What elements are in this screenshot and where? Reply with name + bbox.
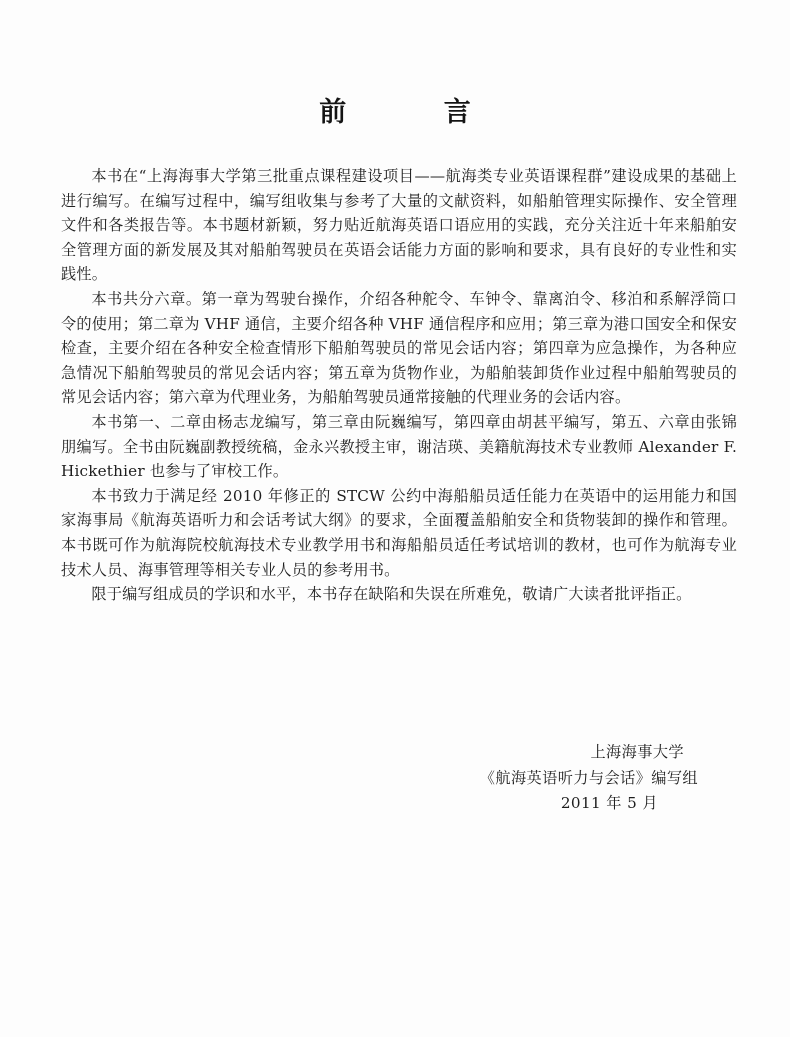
signature-block	[398, 740, 698, 817]
page-title: 前 言	[319, 97, 515, 128]
paragraph-5: 限于编写组成员的学识和水平，本书存在缺陷和失误在所难免，敬请广大读者批评指正。	[91, 585, 692, 604]
paragraph-4: 本书致力于满足经 2010 年修正的 STCW 公约中海船船员适任能力在英语中的运用能力和国家海事局《航海英语听力和会话考试大纲》的要求，全面覆盖船舶安全和货物装卸的操作和管理。本书既可作为航海院校航海技术专业教学用书和海船船员适任考试培训的教材，也可作为航海专业技术人员、海事管理等相关专业人员的参考用书。	[61, 486, 737, 579]
signature-organization: 上海海事大学	[590, 743, 684, 761]
paragraph-3: 本书第一、二章由杨志龙编写，第三章由阮巍编写，第四章由胡甚平编写，第五、六章由张锦朋编写。全书由阮巍副教授统稿，金永兴教授主审，谢洁瑛、美籍航海技术专业教师 Alexander F. Hickethier 也参与了审校工作。	[61, 412, 737, 481]
signature-date: 2011 年 5 月	[560, 794, 658, 812]
signature-group: 《航海英语听力与会话》编写组	[479, 768, 698, 787]
paragraph-2: 本书共分六章。第一章为驾驶台操作，介绍各种舵令、车钟令、靠离泊令、移泊和系解浮筒口令的使用；第二章为 VHF 通信，主要介绍各种 VHF 通信程序和应用；第三章为港口国安全和保安检查，主要介绍在各种安全检查情形下船舶驾驶员的常见会话内容；第四章为应急操作，为各种应急情况下船舶驾驶员的常见会话内容；第五章为货物作业，为船舶装卸货作业过程中船舶驾驶员的常见会话内容；第六章为代理业务，为船舶驾驶员通常接触的代理业务的会话内容。	[61, 289, 737, 407]
preface-body	[61, 164, 737, 607]
paragraph-1: 本书在“上海海事大学第三批重点课程建设项目——航海类专业英语课程群”建设成果的基础上进行编写。在编写过程中，编写组收集与参考了大量的文献资料，如船舶管理实际操作、安全管理文件和各类报告等。本书题材新颖，努力贴近航海英语口语应用的实践，充分关注近十年来船舶安全管理方面的新发展及其对船舶驾驶员在英语会话能力方面的影响和要求，具有良好的专业性和实践性。	[61, 167, 737, 284]
